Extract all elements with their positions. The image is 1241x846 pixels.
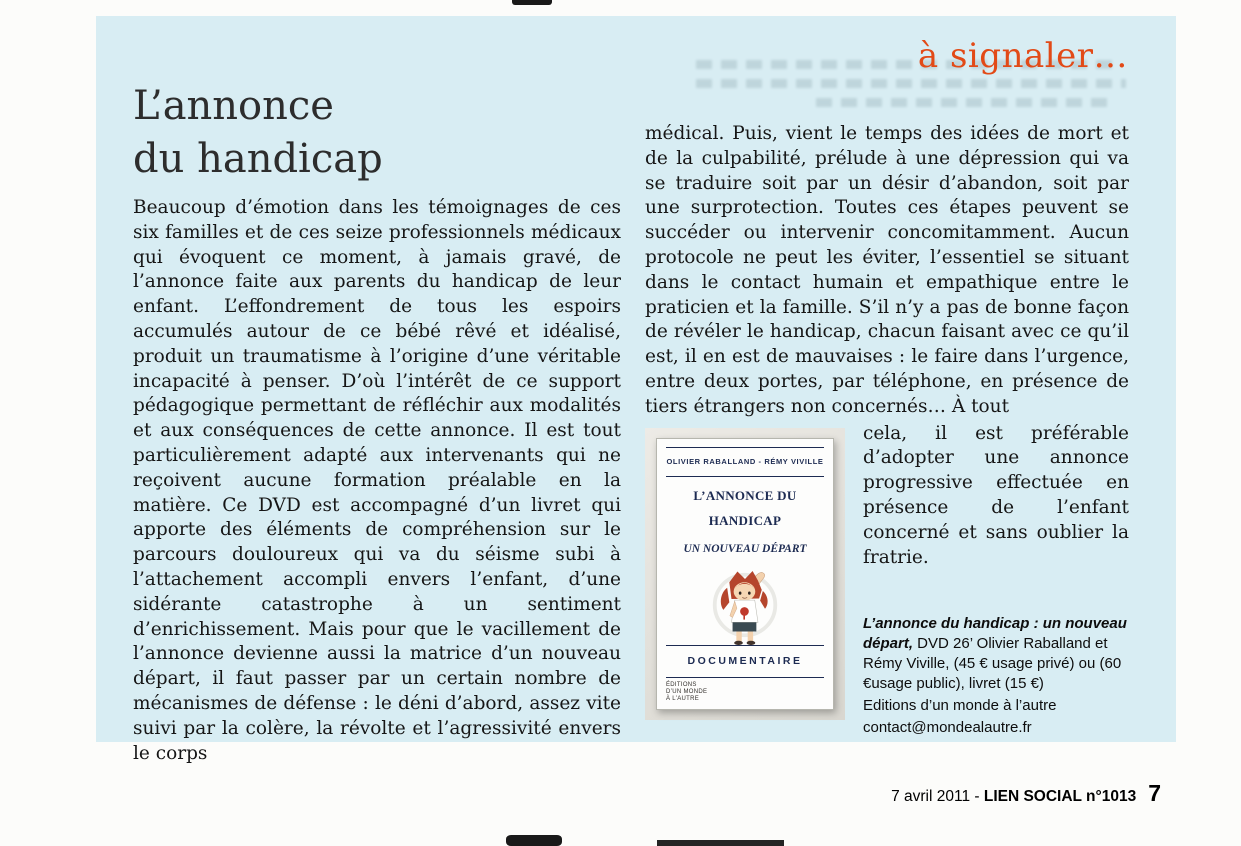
footer-date: 7 avril 2011 -	[891, 788, 984, 805]
scan-artifact-bottom-right	[657, 840, 784, 846]
scan-artifact-top	[512, 0, 552, 5]
wrap-zone	[645, 422, 1129, 739]
dvd-publisher-logo	[666, 682, 707, 703]
article-title	[133, 80, 383, 186]
dvd-genre-band: DOCUMENTAIRE	[666, 645, 824, 678]
article-column-left	[133, 196, 621, 766]
page-footer	[891, 780, 1161, 807]
caption-contact-email: contact@mondealautre.fr	[863, 719, 1032, 737]
article-title-line1: L’annonce	[133, 83, 334, 129]
article-title-line2: du handicap	[133, 136, 383, 182]
dvd-illustration	[670, 565, 820, 645]
article-text-right-top: médical. Puis, vient le temps des idées de mort et de la culpabilité, prélude à une dépression qui va se traduire soit par un désir d’abandon, soit par une surprotection. Toutes ces étapes peuvent se succéder ou intervenir concomitamment. Aucun protocole ne peut les éviter, l’essentiel se situant dans le contact humain et empathique entre le praticien et la famille. S’il n’y a pas de bonne façon de révéler le handicap, chacun faisant avec ce qu’il est, il en est de mauvaises : le faire dans l’urgence, entre deux portes, par téléphone, en présence de tiers étrangers non concernés… À tout	[645, 123, 1129, 417]
dvd-authors: OLIVIER RABALLAND - RÉMY VIVILLE	[666, 447, 824, 478]
magazine-page-panel	[96, 16, 1176, 764]
footer-journal-title: LIEN SOCIAL n°1013	[983, 788, 1137, 805]
dvd-cover-photo	[645, 428, 845, 720]
footer-page-number: 7	[1148, 780, 1161, 806]
section-label: à signaler…	[917, 36, 1128, 76]
caption-details: DVD 26’ Olivier Raballand et Rémy Viville, (45 € usage privé) ou (60 €usage public), livret (15 €)	[863, 635, 1122, 693]
dvd-publisher-line2: D’UN MONDE	[666, 688, 708, 695]
caption-title: L’annonce du handicap : un nouveau départ,	[863, 615, 1127, 653]
dvd-title: L’ANNONCE DU HANDICAP	[693, 488, 797, 529]
article-text-right-wrap: cela, il est préférable d’adopter une annonce progressive effectuée en présence de l’enfant concerné et sans oublier la fratrie.	[863, 422, 1129, 568]
dvd-subtitle: UN NOUVEAU DÉPART	[683, 542, 807, 555]
article-text-left: Beaucoup d’émotion dans les témoignages de ces six familles et de ces seize professionnels médicaux qui évoquent ce moment, à jamais gravé, de l’annonce faite aux parents du handicap de leur enfant. L’effondrement de tous les espoirs accumulés autour de ce bébé rêvé et idéalisé, produit un traumatisme à l’origine d’une véritable incapacité à penser. D’où l’intérêt de ce support pédagogique permettant de réfléchir aux modalités et aux conséquences de cette annonce. Il est tout particulièrement adapté aux intervenants qui ne reçoivent aucune formation préalable en la matière. Ce DVD est accompagné d’un livret qui apporte des éléments de compréhension sur le parcours douloureux qui va du séisme subi à l’attachement accompli envers l’enfant, d’une sidérante catastrophe à un sentiment d’enrichissement. Mais pour que le vacillement de l’annonce devienne aussi la matrice d’un nouveau départ, il faut passer par un certain nombre de mécanismes de défense : le déni d’abord, assez vite suivi par la colère, la révolte et l’agressivité envers le corps	[133, 197, 621, 764]
dvd-cover-card	[656, 438, 834, 710]
dvd-publisher-line1: ÉDITIONS	[666, 681, 697, 688]
dvd-publisher-line3: À L’AUTRE	[666, 695, 700, 702]
article-column-right	[645, 122, 1129, 738]
caption-publisher: Editions d’un monde à l’autre	[863, 697, 1057, 715]
scan-artifact-bottom-left	[506, 835, 562, 846]
